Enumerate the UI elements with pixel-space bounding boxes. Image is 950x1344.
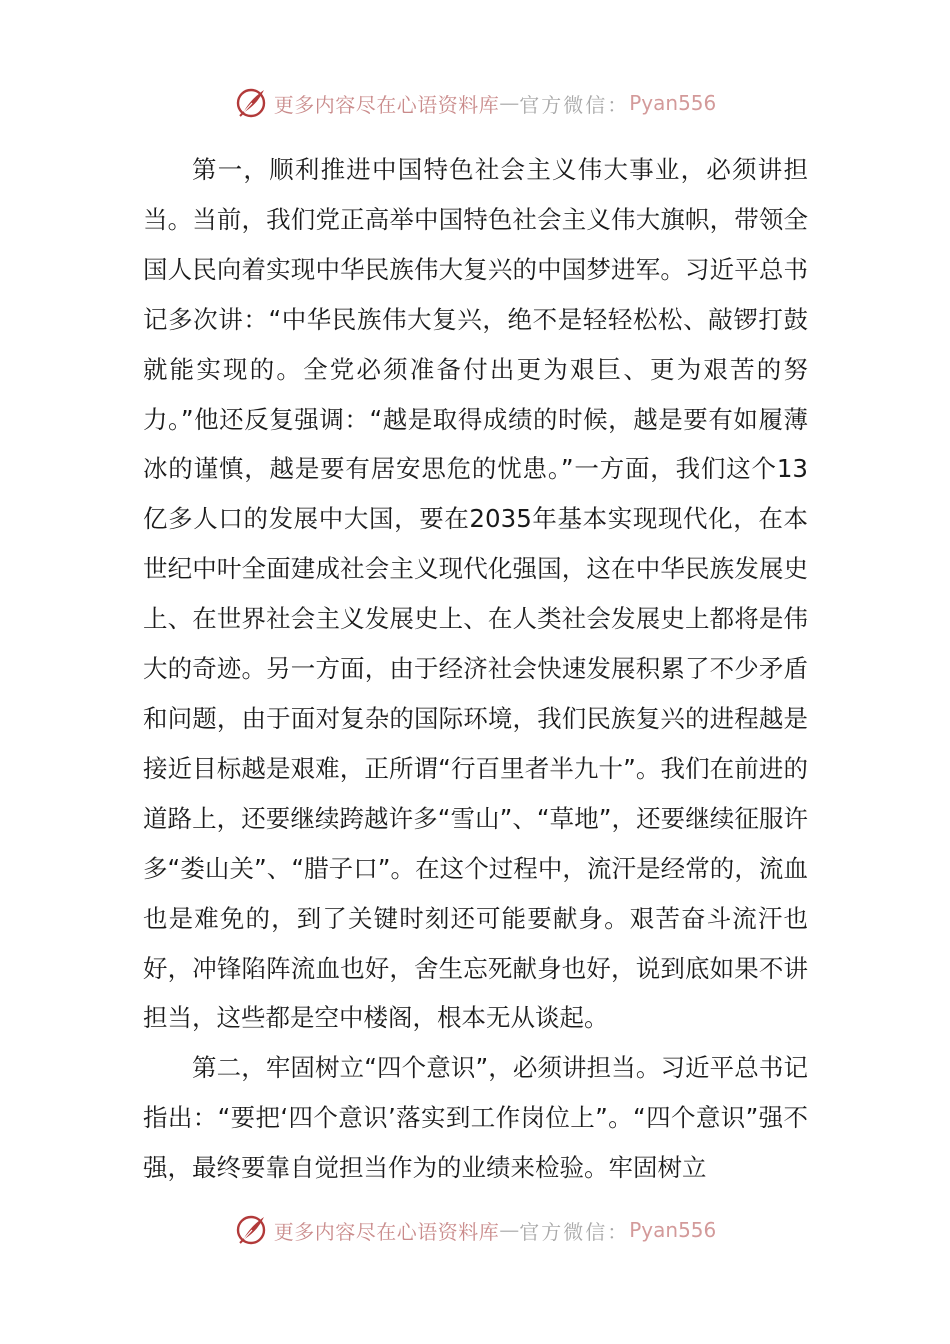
- header-banner: [0, 83, 950, 123]
- footer-wechat-id: Pyan556: [629, 1218, 717, 1242]
- header-wechat-id: Pyan556: [629, 91, 717, 115]
- header-banner-text: 更多内容尽在心语资料库: [273, 92, 500, 117]
- header-banner-dash: —: [499, 91, 520, 115]
- footer-banner: [0, 1210, 950, 1250]
- header-wechat-label: 官方微信：: [519, 92, 630, 117]
- footer-wechat-label: 官方微信：: [519, 1219, 630, 1244]
- paragraph-1: 第一，顺利推进中国特色社会主义伟大事业，必须讲担当。当前，我们党正高举中国特色社会主义伟大旗帜，带领全国人民向着实现中华民族伟大复兴的中国梦进军。习近平总书记多次讲：“中华民族伟大复兴，绝不是轻轻松松、敲锣打鼓就能实现的。全党必须准备付出更为艰巨、更为艰苦的努力。”他还反复强调：“越是取得成绩的时候，越是要有如履薄冰的谨慎，越是要有居安思危的忧患。”一方面，我们这个13亿多人口的发展中大国，要在2035年基本实现现代化，在本世纪中叶全面建成社会主义现代化强国，这在中华民族发展史上、在世界社会主义发展史上、在人类社会发展史上都将是伟大的奇迹。另一方面，由于经济社会快速发展积累了不少矛盾和问题，由于面对复杂的国际环境，我们民族复兴的进程越是接近目标越是艰难，正所谓“行百里者半九十”。我们在前进的道路上，还要继续跨越许多“雪山”、“草地”，还要继续征服许多“娄山关”、“腊子口”。在这个过程中，流汗是经常的，流血也是难免的，到了关键时刻还可能要献身。艰苦奋斗流汗也好，冲锋陷阵流血也好，舍生忘死献身也好，说到底如果不讲担当，这些都是空中楼阁，根本无从谈起。: [143, 155, 808, 1033]
- footer-banner-text: 更多内容尽在心语资料库: [273, 1219, 500, 1244]
- document-body: [143, 145, 808, 1193]
- quill-logo-icon: [234, 86, 268, 120]
- footer-banner-dash: —: [499, 1218, 520, 1242]
- quill-logo-icon: [234, 1213, 268, 1247]
- paragraph-2: 第二，牢固树立“四个意识”，必须讲担当。习近平总书记指出：“要把‘四个意识’落实到工作岗位上”。“四个意识”强不强，最终要靠自觉担当作为的业绩来检验。牢固树立: [143, 1053, 808, 1183]
